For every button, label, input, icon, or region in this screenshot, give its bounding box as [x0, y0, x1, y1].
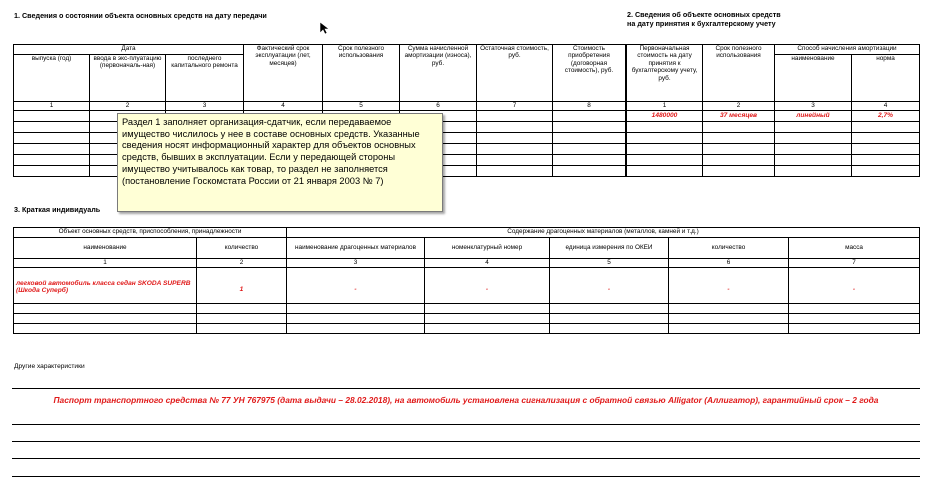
object-quantity-value[interactable]: 1	[197, 268, 287, 304]
header-depreciation-sum: Сумма начисленной амортизации (износа), руб.	[400, 45, 477, 102]
section2-title-line1: 2. Сведения об объекте основных средств	[627, 10, 781, 19]
cell[interactable]	[627, 155, 703, 166]
header-norm: норма	[852, 55, 920, 102]
header-commissioning: ввода в экс-плуатацию (первоначаль-ная)	[90, 55, 166, 102]
cell[interactable]	[287, 304, 425, 314]
cell[interactable]	[775, 122, 852, 133]
cell[interactable]	[14, 133, 90, 144]
cell[interactable]	[789, 324, 920, 334]
header-method-name: наименование	[775, 55, 852, 102]
col-number: 6	[400, 102, 477, 111]
header-initial-cost: Первоначальная стоимость на дату принятия к бухгалтерскому учету, руб.	[627, 45, 703, 102]
norm-value[interactable]: 2,7%	[852, 111, 920, 122]
cell[interactable]	[14, 166, 90, 177]
cell[interactable]	[703, 166, 775, 177]
cell[interactable]	[550, 324, 669, 334]
cell[interactable]	[553, 122, 626, 133]
cell[interactable]	[425, 314, 550, 324]
col-number: 7	[789, 259, 920, 268]
method-value[interactable]: линейный	[775, 111, 852, 122]
section1-title: 1. Сведения о состоянии объекта основных средств на дату передачи	[14, 11, 267, 20]
cell[interactable]	[627, 166, 703, 177]
col-number: 1	[14, 102, 90, 111]
cell[interactable]	[287, 314, 425, 324]
header-residual-value: Остаточная стоимость, руб.	[477, 45, 553, 102]
cell[interactable]	[197, 314, 287, 324]
col-number: 1	[627, 102, 703, 111]
initial-cost-value[interactable]: 1480000	[627, 111, 703, 122]
header-mass: масса	[789, 238, 920, 259]
col-number: 3	[287, 259, 425, 268]
nomenclature-value[interactable]: -	[425, 268, 550, 304]
cell[interactable]	[14, 144, 90, 155]
cell[interactable]	[703, 144, 775, 155]
cell[interactable]	[553, 166, 626, 177]
header-object: Объект основных средств, приспособления, принадлежности	[14, 228, 287, 238]
header-precious-name: наименование драгоценных материалов	[287, 238, 425, 259]
unit-value[interactable]: -	[550, 268, 669, 304]
cell[interactable]	[197, 324, 287, 334]
cell[interactable]	[669, 324, 789, 334]
cell[interactable]	[669, 314, 789, 324]
cell[interactable]	[703, 155, 775, 166]
cell[interactable]	[669, 304, 789, 314]
header-release: выпуска (год)	[14, 55, 90, 102]
header-date: Дата	[14, 45, 244, 55]
cell[interactable]	[14, 304, 197, 314]
cell[interactable]	[14, 111, 90, 122]
cell[interactable]	[775, 133, 852, 144]
col-number: 3	[166, 102, 244, 111]
header-nomenclature: номенклатурный номер	[425, 238, 550, 259]
col-number: 2	[703, 102, 775, 111]
precious-name-value[interactable]: -	[287, 268, 425, 304]
cell[interactable]	[477, 155, 553, 166]
cursor-arrow-icon	[319, 21, 331, 35]
cell[interactable]	[425, 304, 550, 314]
cell[interactable]	[477, 122, 553, 133]
section2-title-line2: на дату принятия к бухгалтерскому учету	[627, 19, 776, 28]
cell[interactable]	[852, 166, 920, 177]
cell[interactable]	[852, 133, 920, 144]
cell[interactable]	[703, 122, 775, 133]
section3-title: 3. Краткая индивидуаль	[14, 205, 101, 214]
cell[interactable]	[553, 133, 626, 144]
cell[interactable]	[287, 324, 425, 334]
cell[interactable]	[14, 155, 90, 166]
section3-table	[13, 227, 920, 334]
col-number: 5	[323, 102, 400, 111]
header-unit: единица измерения по ОКЕИ	[550, 238, 669, 259]
cell[interactable]	[550, 314, 669, 324]
quantity2-value[interactable]: -	[669, 268, 789, 304]
col-number: 2	[197, 259, 287, 268]
useful-life-value[interactable]: 37 месяцев	[703, 111, 775, 122]
cell[interactable]	[197, 304, 287, 314]
header-name: наименование	[14, 238, 197, 259]
rule-line	[12, 441, 920, 442]
cell[interactable]	[477, 144, 553, 155]
cell[interactable]	[627, 122, 703, 133]
cell[interactable]	[553, 144, 626, 155]
cell[interactable]	[703, 133, 775, 144]
passport-text[interactable]: Паспорт транспортного средства № 77 УН 767975 (дата выдачи – 28.02.2018), на автомобиль установлена сигнализация с обратной связью Alligator (Аллигатор), гарантийный срок – 2 года	[53, 395, 879, 405]
cell[interactable]	[789, 304, 920, 314]
col-number: 4	[852, 102, 920, 111]
header-acquisition-cost: Стоимость приобретения (договорная стоимость), руб.	[553, 45, 626, 102]
col-number: 6	[669, 259, 789, 268]
cell[interactable]	[550, 304, 669, 314]
cell[interactable]	[852, 155, 920, 166]
cell[interactable]	[775, 166, 852, 177]
cell[interactable]	[425, 324, 550, 334]
comment-tooltip: Раздел 1 заполняет организация-сдатчик, если передаваемое имущество числилось у нее в составе основных средств. Указанные сведения носят информационный характер для объектов основных средств, бывших в эксплуатации. Если у передающей стороны имущество учитывалось как товар, то раздел не заполняется (постановление Госкомстата России от 21 января 2003 № 7)	[117, 113, 443, 212]
cell[interactable]	[852, 144, 920, 155]
cell[interactable]	[775, 155, 852, 166]
header-last-repair: последнего капитального ремонта	[166, 55, 244, 102]
cell[interactable]	[553, 155, 626, 166]
other-characteristics-label: Другие характеристики	[14, 363, 85, 370]
cell[interactable]	[627, 144, 703, 155]
cell[interactable]	[477, 111, 553, 122]
rule-line	[12, 476, 920, 477]
header-useful-life-2: Срок полезного использования	[703, 45, 775, 102]
cell[interactable]	[14, 122, 90, 133]
cell[interactable]	[775, 144, 852, 155]
header-actual-term: Фактический срок эксплуатации (лет, месяцев)	[244, 45, 323, 102]
col-number: 4	[244, 102, 323, 111]
cell[interactable]	[627, 133, 703, 144]
cell[interactable]	[553, 111, 626, 122]
header-quantity: количество	[197, 238, 287, 259]
col-number: 7	[477, 102, 553, 111]
col-number: 3	[775, 102, 852, 111]
col-number: 5	[550, 259, 669, 268]
cell[interactable]	[477, 133, 553, 144]
rule-line	[12, 388, 920, 389]
header-precious: Содержание драгоценных материалов (металлов, камней и т.д.)	[287, 228, 920, 238]
object-name-value[interactable]: легковой автомобиль класса седан SKODA SUPERB (Шкода Суперб)	[14, 268, 197, 304]
col-number: 2	[90, 102, 166, 111]
header-useful-life: Срок полезного использования	[323, 45, 400, 102]
cell[interactable]	[14, 314, 197, 324]
header-depreciation-method: Способ начисления амортизации	[775, 45, 920, 55]
col-number: 8	[553, 102, 626, 111]
mass-value[interactable]: -	[789, 268, 920, 304]
rule-line	[12, 458, 920, 459]
rule-line	[12, 424, 920, 425]
section2-table	[626, 44, 920, 177]
section2-title	[627, 10, 781, 28]
header-quantity-2: количество	[669, 238, 789, 259]
col-number: 4	[425, 259, 550, 268]
cell[interactable]	[477, 166, 553, 177]
cell[interactable]	[14, 324, 197, 334]
col-number: 1	[14, 259, 197, 268]
cell[interactable]	[852, 122, 920, 133]
cell[interactable]	[789, 314, 920, 324]
